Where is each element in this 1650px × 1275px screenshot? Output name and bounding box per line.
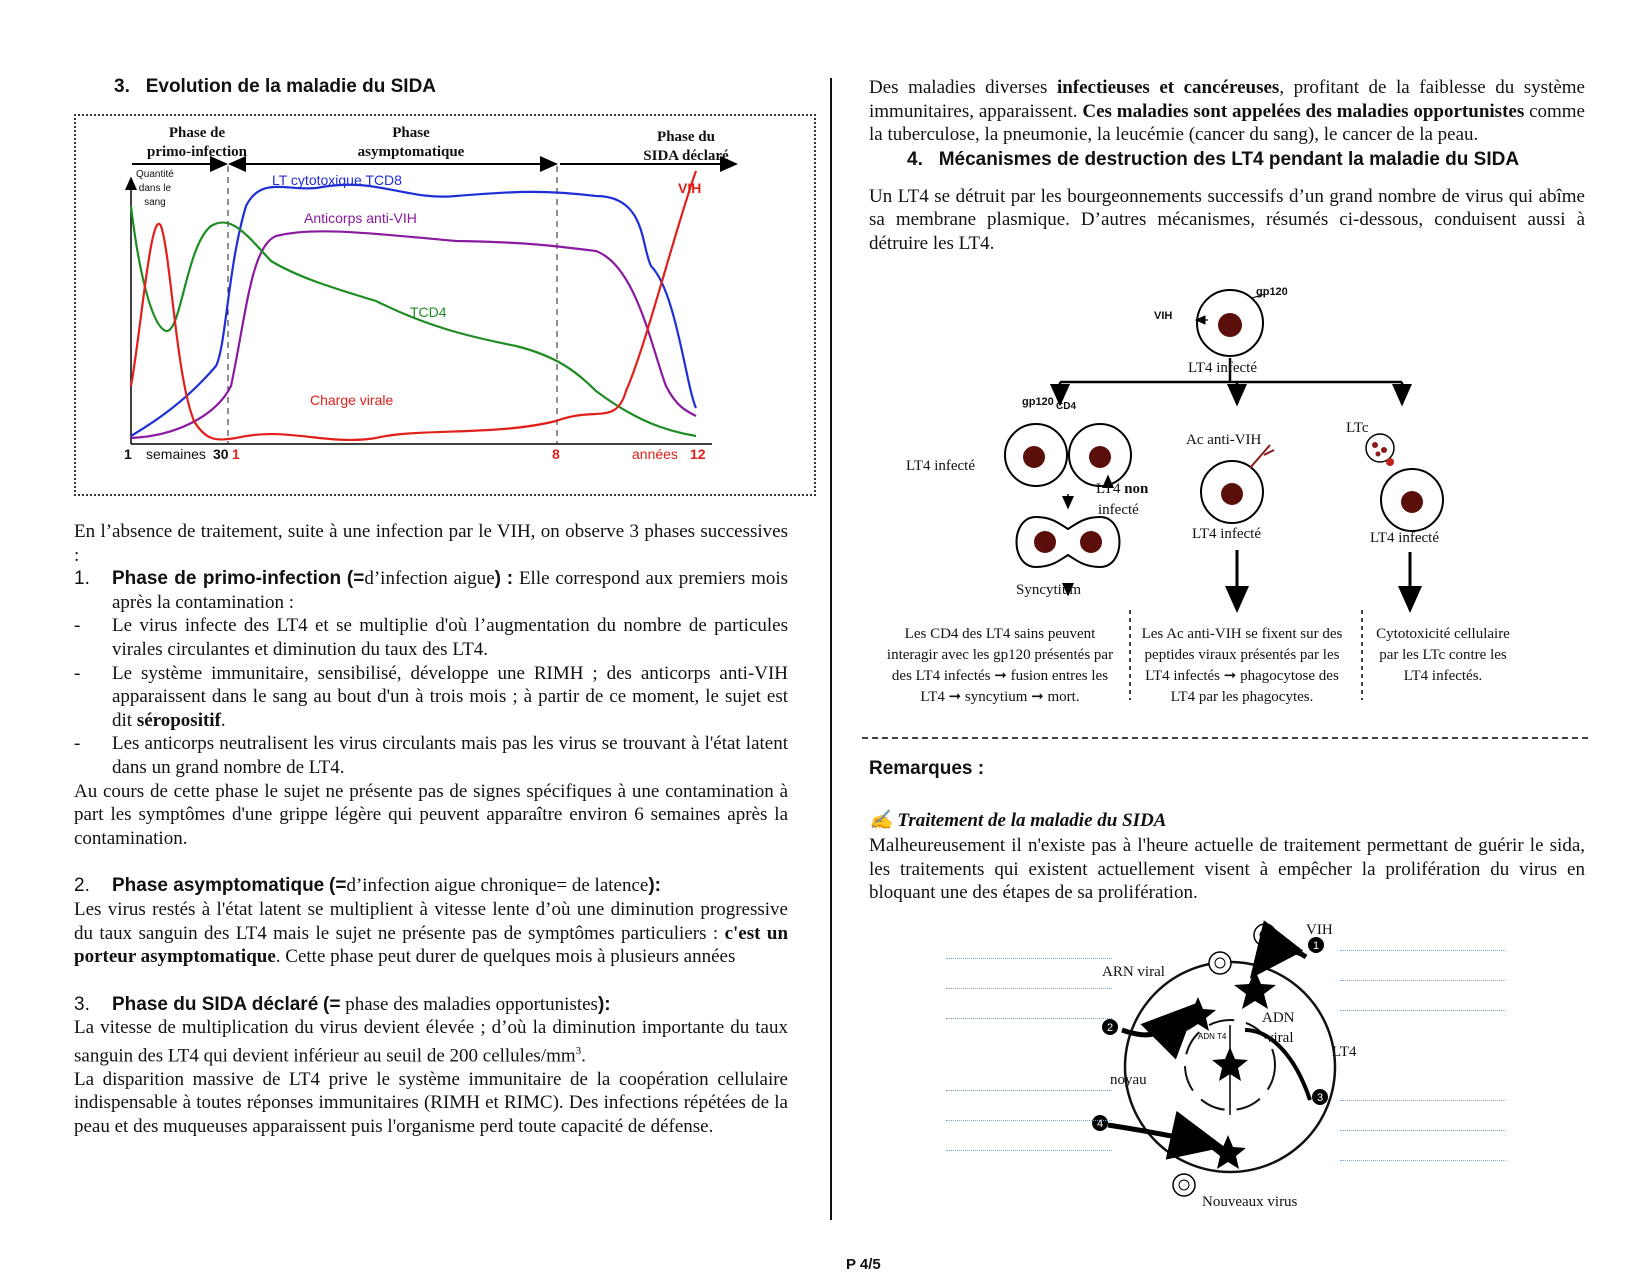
- answer-line-l6: [946, 1150, 1112, 1151]
- diag-lt4-infecte-mid: LT4 infecté: [1192, 526, 1262, 542]
- curve-tcd4: [131, 206, 696, 436]
- ltc-cell: [1366, 434, 1394, 462]
- answer-line-r2: [1340, 980, 1506, 981]
- chart-svg: [76, 116, 818, 498]
- diag-lt4-infecte-left: LT4 infecté: [906, 458, 976, 474]
- syncytium-cell: [1017, 517, 1120, 567]
- top-cell-nucleus: [1218, 313, 1242, 337]
- diag-ltc: LTc: [1346, 420, 1369, 436]
- phase2-heading: 2. Phase asymptomatique (=d’infection aigue chronique= de latence):: [74, 875, 662, 897]
- answer-line-l4: [946, 1090, 1112, 1091]
- adn-t4-label: ADN T4: [1198, 1032, 1227, 1041]
- answer-line-l3: [946, 1018, 1112, 1019]
- cycle-arn-label: ARN viral: [1102, 964, 1165, 980]
- step-2-marker: 2: [1106, 1022, 1114, 1034]
- remarques-heading: Remarques :: [869, 758, 985, 779]
- phase3-label: Phase du SIDA déclaré: [643, 129, 729, 164]
- phase3-heading: 3. Phase du SIDA déclaré (= phase des maladies opportunistes):: [74, 993, 611, 1015]
- traitement-paragraph: Malheureusement il n'existe pas à l'heure actuelle de traitement permettant de guérir le sida, les traitements qui existent actuellement visent à empêcher la prolifération du virus en bloquant une des étapes de sa prolifération.: [869, 835, 1585, 904]
- answer-line-r4: [1340, 1100, 1506, 1101]
- tick-annees: années: [632, 446, 678, 462]
- curve-anticorps: [131, 231, 696, 438]
- tick-1-year: 1: [232, 446, 240, 462]
- section-number: 3.: [114, 76, 130, 97]
- diag-lt4-infecte-top: LT4 infecté: [1188, 360, 1258, 376]
- answer-line-l5: [946, 1120, 1112, 1121]
- cycle-nouveaux-virus-label: Nouveaux virus: [1202, 1194, 1298, 1210]
- answer-line-r5: [1340, 1130, 1506, 1131]
- step-1-marker: 1: [1312, 940, 1320, 952]
- bullet-1: - Le virus infecte des LT4 et se multiplie d'où l’augmentation du nombre de particules virales circulantes et diminution du taux des LT4.: [74, 615, 788, 660]
- destruction-paragraph: Un LT4 se détruit par les bourgeonnements successifs d’un grand nombre de virus qui abîme sa membrane plasmique. D’autres mécanismes, résumés ci-dessous, conduisent aussi à détruire les LT4.: [869, 185, 1585, 254]
- bullet-2: - Le système immunitaire, sensibilisé, développe une RIMH ; des anticorps anti-VIH apparaissent dans le sang au bout d'un à trois mois ; à partir de ce moment, le sujet est dit séropositif.: [74, 662, 788, 731]
- phase2-paragraph: Les virus restés à l'état latent se multiplient à vitesse lente d’où une diminution progressive du taux sanguin des LT4 mais le sujet ne présente pas de symptômes particuliers : c'est un porteur asymptomatique. Cette phase peut durer de quelques mois à plusieurs années: [74, 898, 789, 968]
- aids-evolution-chart: [74, 114, 816, 496]
- tick-semaines: semaines: [146, 446, 206, 462]
- phase1-heading: 1. Phase de primo-infection (=d’infection aigue) : Elle correspond aux premiers mois après la contamination :: [74, 568, 789, 613]
- section3-heading: [114, 76, 436, 98]
- step-3-marker: 3: [1316, 1092, 1324, 1104]
- tick-8: 8: [552, 446, 560, 462]
- answer-line-r3: [1340, 1010, 1506, 1011]
- cycle-viral-label: viral: [1266, 1030, 1294, 1046]
- diag-ac-anti-vih: Ac anti-VIH: [1186, 432, 1262, 448]
- tick-12: 12: [690, 446, 706, 462]
- phase3-paragraph-1: La vitesse de multiplication du virus devient élevée ; d’où la diminution importante du taux sanguin des LT4 qui devient inférieur au seuil de 200 cellules/$mm^3$.: [74, 1017, 788, 1067]
- writing-hand-icon: ✍: [869, 810, 893, 831]
- cycle-lt4-label: LT4: [1332, 1044, 1357, 1060]
- label-tcd8: LT cytotoxique TCD8: [272, 172, 402, 188]
- diag-lt4-infecte-right: LT4 infecté: [1370, 530, 1440, 546]
- section4-heading: 4. Mécanismes de destruction des LT4 pendant la maladie du SIDA: [907, 148, 1520, 170]
- diag-vih-label: VIH: [1154, 310, 1173, 322]
- tick-30: 30: [213, 446, 229, 462]
- label-vih: VIH: [678, 180, 702, 196]
- phase3-paragraph-2: La disparition massive de LT4 prive le système immunitaire de la coopération cellulaire indispensable à toutes réponses immunitaires (RIMH et RIMC). Des infections répétées de la peau et des muqueuses apparaissent puis l'organisme perd toute capacité de défense.: [74, 1068, 788, 1137]
- caption-syncytium: Les CD4 des LT4 sains peuvent interagir avec les gp120 présentés par des LT4 infectés ➞ fusion entres les LT4 ➞ syncytium ➞ mort.: [886, 626, 1114, 705]
- right-text-top: [869, 76, 1585, 256]
- answer-line-r1: [1340, 950, 1506, 951]
- cycle-noyau-label: noyau: [1110, 1072, 1147, 1088]
- column-divider: [830, 78, 832, 1220]
- left-text-body: [74, 520, 788, 1139]
- cycle-adn-label: ADN: [1262, 1010, 1295, 1026]
- traitement-heading: ✍ Traitement de la maladie du SIDA: [869, 810, 1167, 831]
- caption-antibody: Les Ac anti-VIH se fixent sur des peptides viraux présentés par les LT4 infectés ➞ phagocytose des LT4 par les phagocytes.: [1141, 626, 1343, 705]
- label-charge-virale: Charge virale: [310, 392, 394, 408]
- y-axis-label: Quantité dans le sang: [136, 169, 174, 208]
- tick-1: 1: [124, 446, 132, 462]
- label-anticorps: Anticorps anti-VIH: [304, 210, 417, 226]
- label-tcd4: TCD4: [410, 304, 447, 320]
- diag-syncytium: Syncytium: [1016, 582, 1082, 598]
- diag-infecte-word: infecté: [1098, 502, 1139, 518]
- phase2-label: Phase asymptomatique: [357, 125, 465, 160]
- phase1-summary: Au cours de cette phase le sujet ne présente pas de signes spécifiques à une contamination à part les symptômes d'une grippe légère qui peuvent apparaître environ 6 semaines après la contamination.: [74, 780, 788, 849]
- page-number: P 4/5: [846, 1256, 881, 1273]
- opportunistic-paragraph: Des maladies diverses infectieuses et cancéreuses, profitant de la faiblesse du système immunitaires, apparaissent. Ces maladies sont appelées des maladies opportunistes comme la tuberculose, la pneumonie, la leucémie (cancer du sang), le cancer de la peau.: [869, 77, 1585, 146]
- diag-gp120-top: gp120: [1256, 286, 1288, 298]
- answer-line-l1: [946, 958, 1112, 959]
- bullet-3: - Les anticorps neutralisent les virus circulants mais pas les virus se trouvant à l'état latent dans un grand nombre de LT4.: [74, 733, 788, 778]
- step-4-marker: 4: [1096, 1118, 1104, 1130]
- diag-lt4-non-infecte: LT4 non: [1096, 481, 1149, 497]
- diag-cd4: CD4: [1056, 401, 1077, 412]
- caption-cytotoxicity: Cytotoxicité cellulaire par les LTc contre les LT4 infectés.: [1376, 626, 1510, 684]
- phase1-label: Phase de primo-infection: [147, 125, 247, 160]
- cycle-vih-label: VIH: [1306, 922, 1333, 938]
- diag-gp120: gp120: [1022, 396, 1054, 408]
- viral-cycle-diagram: [1080, 915, 1380, 1215]
- intro-paragraph: En l’absence de traitement, suite à une infection par le VIH, on observe 3 phases successives :: [74, 521, 788, 566]
- section-title: Evolution de la maladie du SIDA: [145, 76, 437, 97]
- answer-line-r6: [1340, 1160, 1506, 1161]
- answer-line-l2: [946, 988, 1112, 989]
